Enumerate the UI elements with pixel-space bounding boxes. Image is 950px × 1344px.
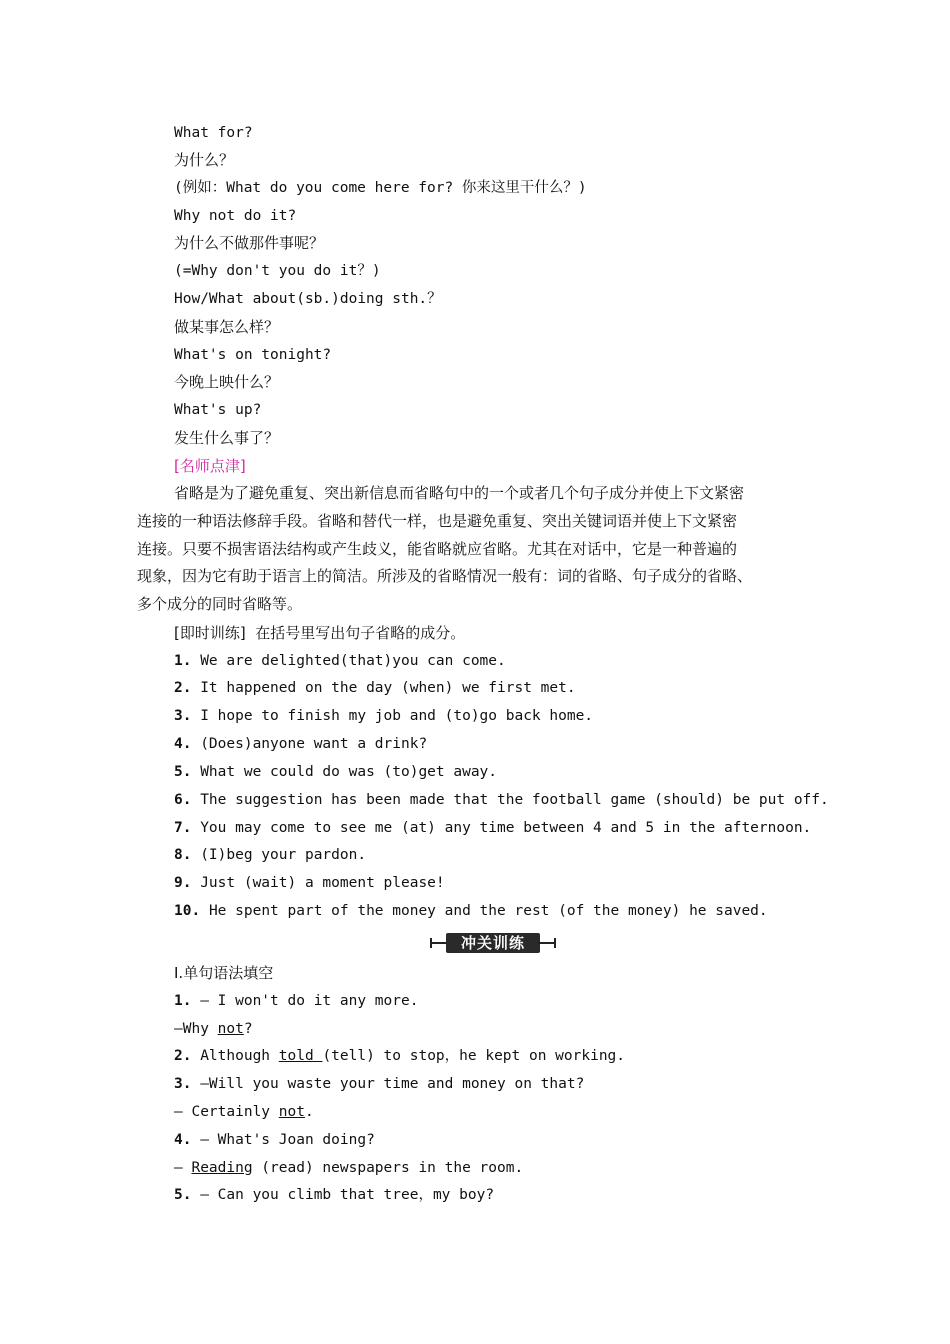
item-text: What we could do was (to)get away. [200,764,498,780]
practice-item [174,706,593,726]
banner-end-right [554,938,556,948]
item-number: 8. [174,847,192,863]
practice-item [174,651,506,671]
phrase-line: How/What about(sb.)doing sth.？ [174,291,442,307]
practice-item [174,678,576,698]
item-number: 5. [174,764,192,780]
practice-item [174,845,366,865]
phrase-line: What's up? [174,402,262,418]
section-banner [430,932,556,954]
tip-paragraph [137,480,817,619]
practice-heading: [即时训练] 在括号里写出句子省略的成分。 [174,624,466,642]
phrase-line: 为什么？ [174,151,235,169]
item-number: 10. [174,903,201,919]
item-number: 3. [174,1076,192,1092]
phrase-line: What's on tonight? [174,347,332,363]
answer-blank: not [217,1021,244,1037]
item-text: (I)beg your pardon. [200,847,367,863]
tip-label: [名师点津] [174,457,246,475]
phrase-line: 为什么不做那件事呢？ [174,234,325,252]
exercise-line [174,1046,625,1066]
item-text: Just (wait) a moment please! [200,875,445,891]
item-text: It happened on the day (when) we first met. [200,680,576,696]
exercise-text: — I won't do it any more. [200,993,419,1009]
item-number: 2. [174,1048,192,1064]
practice-item [174,818,811,838]
section-title: Ⅰ.单句语法填空 [174,964,274,982]
exercise-text: — What's Joan doing? [200,1132,375,1148]
tip-line: 现象，因为它有助于语言上的简洁。所涉及的省略情况一般有：词的省略、句子成分的省略、 [137,567,753,586]
exercise-text: . [304,1104,314,1120]
item-number: 9. [174,875,192,891]
exercise-text: (read) newspapers in the room. [252,1160,524,1176]
exercise-line [174,1158,523,1178]
exercise-text: — Can you climb that tree，my boy? [200,1187,495,1203]
exercise-text: — Certainly [174,1104,279,1120]
item-number: 1. [174,653,192,669]
exercise-text: Although [200,1048,279,1064]
item-text: (Does)anyone want a drink? [200,736,428,752]
exercise-line [174,1102,314,1122]
exercise-text: —Will you waste your time and money on that? [200,1076,585,1092]
exercise-text: — [174,1160,192,1176]
phrase-line: (例如：What do you come here for? 你来这里干什么？) [174,180,587,196]
practice-item [174,762,497,782]
exercise-text: (tell) to stop，he kept on working. [322,1048,626,1064]
exercise-line [174,1019,253,1039]
answer-blank: Reading [191,1160,253,1176]
item-number: 6. [174,792,192,808]
tip-line: 多个成分的同时省略等。 [137,595,303,614]
item-number: 5. [174,1187,192,1203]
exercise-line [174,1130,375,1150]
item-text: The suggestion has been made that the football game (should) be put off. [200,792,829,808]
tip-line: 连接的一种语法修辞手段。省略和替代一样，也是避免重复、突出关键词语并使上下文紧密 [137,511,738,530]
phrase-line: (=Why don't you do it？) [174,263,381,279]
exercise-line [174,991,418,1011]
practice-item [174,901,768,921]
item-text: We are delighted(that)you can come. [200,653,506,669]
tip-line: 省略是为了避免重复、突出新信息而省略句中的一个或者几个句子成分并使上下文紧密 [174,484,745,502]
banner-label: 冲关训练 [460,934,525,952]
item-text: He spent part of the money and the rest (of the money) he saved. [208,903,768,919]
phrase-line: 今晚上映什么？ [174,373,280,391]
practice-item [174,734,427,754]
phrase-line: What for? [174,125,253,141]
item-number: 4. [174,1132,192,1148]
item-number: 1. [174,993,192,1009]
answer-blank: told [278,1048,323,1064]
practice-item [174,790,829,810]
item-number: 4. [174,736,192,752]
exercise-text: —Why [174,1021,218,1037]
phrase-line: 发生什么事了？ [174,429,280,447]
exercise-text: ? [243,1021,253,1037]
item-number: 3. [174,708,192,724]
item-number: 2. [174,680,192,696]
phrase-line: 做某事怎么样？ [174,318,280,336]
tip-line: 连接。只要不损害语法结构或产生歧义，能省略就应省略。尤其在对话中，它是一种普遍的 [137,539,738,558]
phrase-line: Why not do it? [174,208,297,224]
item-number: 7. [174,820,192,836]
exercise-line [174,1074,584,1094]
item-text: I hope to finish my job and (to)go back home. [200,708,594,724]
practice-item [174,873,445,893]
item-text: You may come to see me (at) any time between 4 and 5 in the afternoon. [200,820,812,836]
answer-blank: not [278,1104,305,1120]
exercise-line [174,1185,494,1205]
